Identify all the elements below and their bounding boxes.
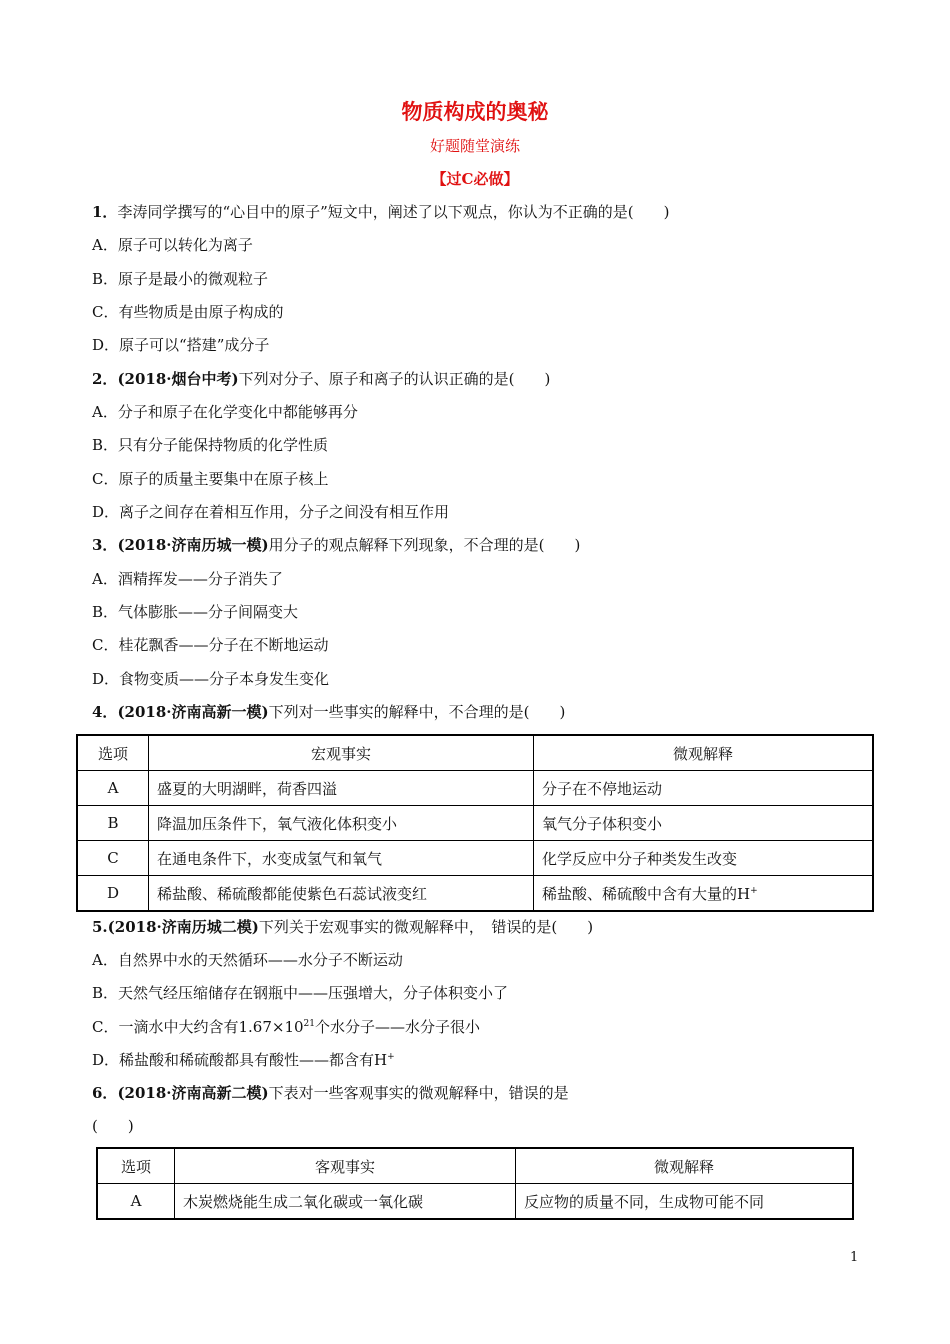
header-cell: 客观事实 <box>175 1148 516 1184</box>
table-cell: 降温加压条件下，氧气液化体积变小 <box>149 806 534 841</box>
header-cell: 选项 <box>77 735 149 771</box>
section-label: 【过C必做】 <box>431 170 519 188</box>
table-cell: 稀盐酸、稀硫酸都能使紫色石蕊试液变红 <box>149 876 534 912</box>
option-a: A．自然界中水的天然循环——水分子不断运动 <box>92 951 403 969</box>
superscript: + <box>387 1052 395 1062</box>
table-cell: 盛夏的大明湖畔，荷香四溢 <box>149 771 534 806</box>
option-text: 个水分子——水分子很小 <box>315 1018 481 1036</box>
question-number: 5. <box>92 918 108 936</box>
table-cell: 分子在不停地运动 <box>534 771 874 806</box>
question-number: 2． <box>92 370 118 388</box>
question-number: 4． <box>92 703 118 721</box>
question-5 <box>92 916 593 937</box>
question-stem: 下列关于宏观事实的微观解释中， 错误的是( ) <box>258 918 594 936</box>
table-cell: C <box>77 841 149 876</box>
table-header-row <box>97 1148 853 1184</box>
table-row <box>77 876 873 912</box>
question-source: (2018·济南历城一模) <box>117 536 269 554</box>
option-a: A．分子和原子在化学变化中都能够再分 <box>92 403 358 421</box>
option-d: D．原子可以“搭建”成分子 <box>92 336 270 354</box>
option-a: A．酒精挥发——分子消失了 <box>92 570 283 588</box>
header-cell: 微观解释 <box>534 735 874 771</box>
option-b: B．气体膨胀——分子间隔变大 <box>92 603 299 621</box>
table-cell: 木炭燃烧能生成二氧化碳或一氧化碳 <box>175 1184 516 1220</box>
question-2 <box>92 368 550 389</box>
table-cell: 化学反应中分子种类发生改变 <box>534 841 874 876</box>
table-cell: B <box>77 806 149 841</box>
table-cell: A <box>77 771 149 806</box>
superscript: + <box>750 885 758 896</box>
facts-table-2 <box>96 1147 854 1220</box>
option-a: A．原子可以转化为离子 <box>92 236 253 254</box>
table-row <box>97 1184 853 1220</box>
table-row <box>77 771 873 806</box>
question-4 <box>92 701 565 722</box>
question-source: (2018·济南高新二模) <box>117 1084 269 1102</box>
table-header-row <box>77 735 873 771</box>
table-cell: A <box>97 1184 175 1220</box>
page-number: 1 <box>850 1250 859 1265</box>
header-cell: 微观解释 <box>516 1148 854 1184</box>
option-d <box>92 1049 395 1070</box>
page-title: 物质构成的奥秘 <box>401 99 549 124</box>
table-row <box>77 806 873 841</box>
question-source: (2018·烟台中考) <box>117 370 239 388</box>
option-b: B．天然气经压缩储存在钢瓶中——压强增大，分子体积变小了 <box>92 984 509 1002</box>
header-cell: 宏观事实 <box>149 735 534 771</box>
question-3 <box>92 534 580 555</box>
page-subtitle: 好题随堂演练 <box>429 137 520 155</box>
table-cell: 氧气分子体积变小 <box>534 806 874 841</box>
question-number: 6． <box>92 1084 118 1102</box>
option-b: B．只有分子能保持物质的化学性质 <box>92 436 329 454</box>
question-number: 1． <box>92 203 118 221</box>
table-row <box>77 841 873 876</box>
answer-paren: ( ) <box>92 1117 134 1135</box>
table-cell <box>534 876 874 912</box>
option-d: D．食物变质——分子本身发生变化 <box>92 670 330 688</box>
facts-table-1 <box>76 734 874 912</box>
option-text: D．稀盐酸和稀硫酸都具有酸性——都含有H <box>92 1051 388 1069</box>
option-text: C．一滴水中大约含有1.67×10 <box>92 1018 304 1036</box>
question-6 <box>92 1082 569 1103</box>
cell-text: 稀盐酸、稀硫酸中含有大量的H <box>542 884 751 903</box>
question-source: (2018·济南高新一模) <box>117 703 269 721</box>
question-stem: 李涛同学撰写的“心目中的原子”短文中，阐述了以下观点，你认为不正确的是( ) <box>117 203 670 221</box>
table-cell: 在通电条件下，水变成氢气和氧气 <box>149 841 534 876</box>
question-source: (2018·济南历城二模) <box>107 918 259 936</box>
question-stem: 用分子的观点解释下列现象，不合理的是( ) <box>268 536 581 554</box>
header-cell: 选项 <box>97 1148 175 1184</box>
option-c <box>92 1016 480 1037</box>
superscript: 21 <box>303 1019 315 1029</box>
question-stem: 下列对一些事实的解释中，不合理的是( ) <box>268 703 566 721</box>
table-cell: D <box>77 876 149 912</box>
table-cell: 反应物的质量不同，生成物可能不同 <box>516 1184 854 1220</box>
question-stem: 下表对一些客观事实的微观解释中，错误的是 <box>268 1084 569 1102</box>
option-b: B．原子是最小的微观粒子 <box>92 270 269 288</box>
option-c: C．桂花飘香——分子在不断地运动 <box>92 636 329 654</box>
question-stem: 下列对分子、原子和离子的认识正确的是( ) <box>238 370 551 388</box>
option-c: C．原子的质量主要集中在原子核上 <box>92 470 329 488</box>
question-number: 3． <box>92 536 118 554</box>
option-c: C．有些物质是由原子构成的 <box>92 303 284 321</box>
option-d: D．离子之间存在着相互作用，分子之间没有相互作用 <box>92 503 450 521</box>
question-1 <box>92 201 669 222</box>
